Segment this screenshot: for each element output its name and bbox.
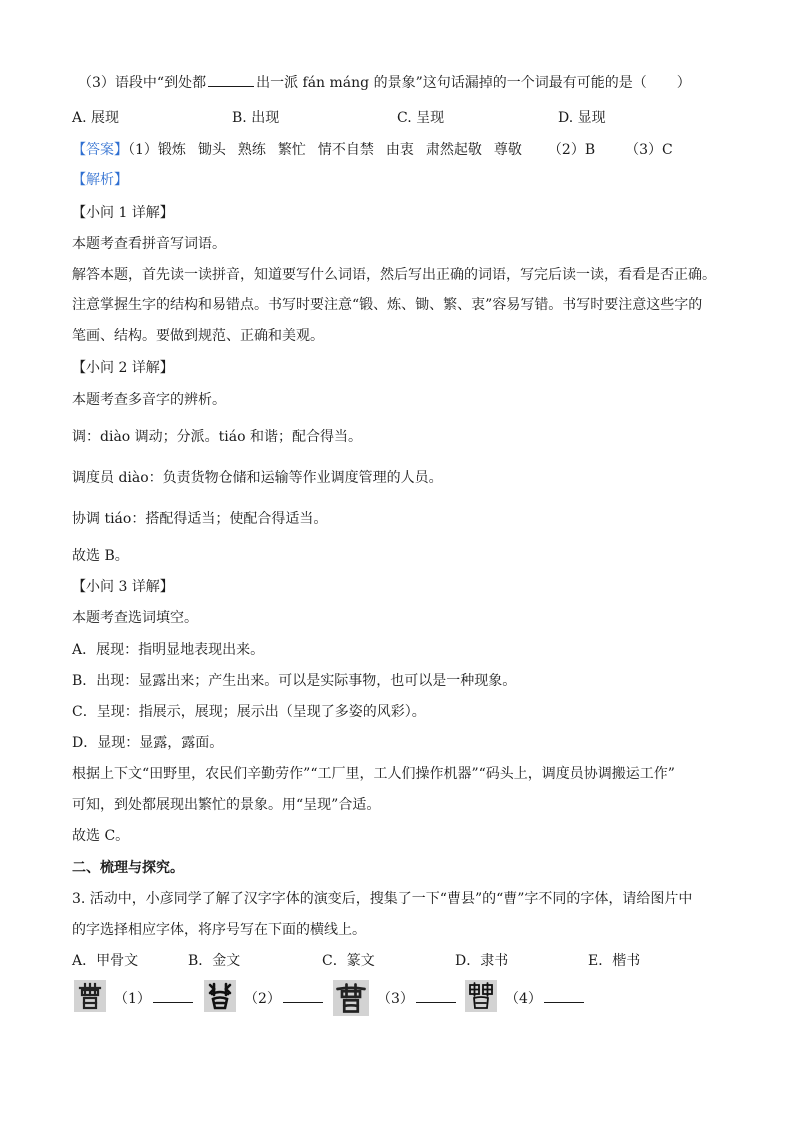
glyph-number: （1） <box>114 991 151 1007</box>
q3-stem-line-2: 的字选择相应字体，将序号写在下面的横线上。 <box>72 922 366 938</box>
paragraph-line: A．展现：指明显地表现出来。 <box>72 642 265 658</box>
q3-sub-close-paren: ） <box>676 75 691 91</box>
paragraph-line: 本题考查选词填空。 <box>72 610 198 626</box>
glyph-label <box>114 988 193 1008</box>
answer-blank-4[interactable] <box>544 988 584 1003</box>
answer-item: 情不自禁 <box>317 142 374 158</box>
paragraph-line: 调度员 diào：负责货物仓储和运输等作业调度管理的人员。 <box>72 470 443 486</box>
paragraph-line: 可知，到处都展现出繁忙的景象。用“呈现”合适。 <box>72 797 381 813</box>
option-d: D．隶书 <box>455 953 509 969</box>
cao-character-icon <box>74 980 106 1012</box>
answer-item: 尊敬 <box>493 142 522 158</box>
paragraph-line: 本题考查多音字的辨析。 <box>72 392 226 408</box>
glyph-number: （4） <box>505 991 542 1007</box>
paragraph-line: 本题考查看拼音写词语。 <box>72 236 226 252</box>
q3-sub-stem <box>78 72 724 93</box>
glyph-image-lishu <box>333 980 369 1016</box>
section-heading-3: 【小问 3 详解】 <box>72 579 174 595</box>
option-c: C．篆文 <box>322 953 375 969</box>
paragraph-line: 故选 C。 <box>72 828 130 844</box>
cao-character-icon <box>465 980 497 1012</box>
glyph-image-kaishu <box>74 980 106 1012</box>
paragraph-line: 故选 B。 <box>72 548 129 564</box>
paragraph-line: 协调 tiáo：搭配得适当；使配合得适当。 <box>72 511 328 527</box>
answer-item: 锄头 <box>197 142 226 158</box>
paragraph-line: 注意掌握生字的结构和易错点。书写时要注意“锻、炼、锄、繁、衷”容易写错。书写时要注意这些字的 <box>72 297 703 313</box>
q3-sub-text-after: 出一派 fán máng 的景象”这句话漏掉的一个词最有可能的是（ <box>256 75 647 91</box>
glyph-label <box>505 988 584 1008</box>
paragraph-line: C．呈现：指展示，展现；展示出（呈现了多姿的风彩）。 <box>72 704 426 720</box>
glyph-image-jinwen <box>204 980 236 1012</box>
option-c: C. 呈现 <box>397 110 445 126</box>
cao-character-icon <box>333 980 369 1016</box>
option-b: B. 出现 <box>232 110 280 126</box>
answer-item: 由衷 <box>385 142 414 158</box>
glyph-label <box>377 988 456 1008</box>
glyph-number: （2） <box>244 991 281 1007</box>
answer-blank-2[interactable] <box>283 988 323 1003</box>
part-two-heading: 二、梳理与探究。 <box>72 860 184 876</box>
answer-line <box>72 140 724 160</box>
glyph-number: （3） <box>377 991 414 1007</box>
option-b: B．金文 <box>188 953 241 969</box>
option-a: A．甲骨文 <box>72 953 139 969</box>
option-e: E．楷书 <box>588 953 641 969</box>
paragraph-line: 笔画、结构。要做到规范、正确和美观。 <box>72 328 324 344</box>
answer-item: （1）锻炼 <box>128 142 186 158</box>
section-heading-2: 【小问 2 详解】 <box>72 360 174 376</box>
q3-options <box>72 951 724 971</box>
option-d: D. 显现 <box>558 110 606 126</box>
glyph-label <box>244 988 323 1008</box>
answer-item: 熟练 <box>237 142 266 158</box>
paragraph-line: 调：diào 调动；分派。tiáo 和谐；配合得当。 <box>72 429 362 445</box>
paragraph-line: D．显现：显露，露面。 <box>72 735 224 751</box>
answer-item: 繁忙 <box>277 142 306 158</box>
answer-item: （2）B <box>547 142 596 158</box>
answer-blank-3[interactable] <box>416 988 456 1003</box>
glyph-image-zhuanwen <box>465 980 497 1012</box>
answer-tag: 【答案】 <box>72 142 128 158</box>
q3-sub-text-before: （3）语段中“到处都 <box>78 75 207 91</box>
analysis-tag: 【解析】 <box>72 172 128 188</box>
answer-item: 肃然起敬 <box>425 142 482 158</box>
answer-blank-1[interactable] <box>153 988 193 1003</box>
fill-blank[interactable] <box>208 72 254 87</box>
paragraph-line: B．出现：显露出来；产生出来。可以是实际事物，也可以是一种现象。 <box>72 673 517 689</box>
paragraph-line: 根据上下文“田野里，农民们辛勤劳作”“工厂里，工人们操作机器”“码头上，调度员协调搬运工作” <box>72 766 675 782</box>
q3-stem-line-1: 3. 活动中，小彦同学了解了汉字字体的演变后，搜集了一下“曹县”的“曹”字不同的字体，请给图片中 <box>72 891 693 907</box>
answer-item: （3）C <box>625 142 673 158</box>
option-a: A. 展现 <box>72 110 120 126</box>
section-heading-1: 【小问 1 详解】 <box>72 205 174 221</box>
cao-character-icon <box>204 980 236 1012</box>
q3-sub-options <box>72 108 724 128</box>
paragraph-line: 解答本题，首先读一读拼音，知道要写什么词语，然后写出正确的词语，写完后读一读，看看是否正确。 <box>72 267 716 283</box>
glyph-row <box>72 980 692 1020</box>
